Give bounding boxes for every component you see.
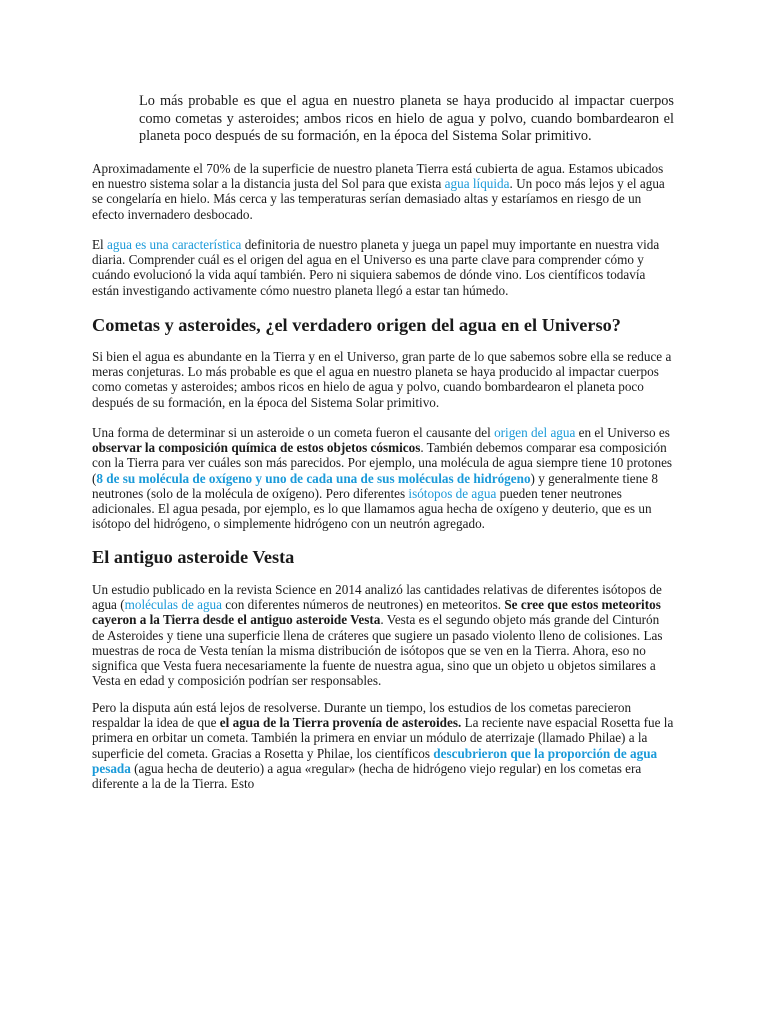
link-agua-liquida[interactable]: agua líquida — [444, 176, 510, 192]
text-run: definitoria de nuestro planeta y juega un papel muy importante en nuestra vida diaria. Comprender cuál es el origen del agua en el Universo es una parte clave para comprender cómo y cuándo evolucionó la vida aquí también. Pero ni siquiera sabemos de dónde vino. Los científicos todavía están investigando activamente cómo nuestro planeta llegó a estar tan húmedo. — [92, 237, 660, 298]
paragraph-composicion-quimica — [92, 425, 674, 531]
paragraph-conjeturas — [92, 349, 674, 410]
link-origen-del-agua[interactable]: origen del agua — [494, 425, 576, 440]
paragraph-water-coverage — [92, 161, 674, 222]
text-run: La reciente nave espacial Rosetta fue la primera en orbitar un cometa. También la primera en enviar un módulo de aterrizaje (llamado Philae) a la superficie del cometa. Gracias a Rosetta y Philae, los científicos — [92, 715, 674, 761]
heading-asteroide-vesta: El antiguo asteroide Vesta — [92, 547, 295, 567]
text-run: en el Universo es — [575, 425, 670, 440]
bold-text: observar la composición química de estos objetos cósmicos — [92, 440, 421, 456]
link-agua-caracteristica[interactable]: agua es una característica — [107, 237, 242, 252]
paragraph-estudio-science — [92, 582, 674, 688]
link-proporcion-agua-pesada[interactable]: descubrieron que la proporción de agua pesada — [92, 745, 658, 776]
heading-cometas-asteroides: Cometas y asteroides, ¿el verdadero origen del agua en el Universo? — [92, 315, 621, 335]
text-run: Un estudio publicado en la revista Science en 2014 analizó las cantidades relativas de diferentes isótopos de agua ( — [92, 582, 662, 613]
link-molecula-oxigeno[interactable]: 8 de su molécula de oxígeno y uno de cada una de sus moléculas de hidrógeno — [96, 470, 531, 486]
bold-text: Se cree que estos meteoritos cayeron a la Tierra desde el antiguo asteroide Vesta — [92, 597, 661, 628]
paragraph-rosetta-philae — [92, 700, 674, 791]
text-run: Una forma de determinar si un asteroide o un cometa fueron el causante del — [92, 425, 495, 440]
link-isotopos-de-agua[interactable]: isótopos de agua — [408, 485, 497, 501]
block-quote — [139, 93, 674, 146]
text-run: . Un poco más lejos y el agua se congelaría en hielo. Más cerca y las temperaturas serían demasiado altas y estaríamos en riesgo de un efecto invernadero desbocado. — [92, 176, 665, 222]
text-run: . También debemos comparar esa composición con la Tierra para ver cuáles son más parecidos. Por ejemplo, una molécula de agua siempre tiene 10 protones ( — [92, 440, 673, 486]
text-run: Pero la disputa aún está lejos de resolverse. Durante un tiempo, los estudios de los cometas parecieron respaldar la idea de que — [92, 700, 632, 731]
text-run: (agua hecha de deuterio) a agua «regular» (hecha de hidrógeno viejo regular) en los cometas era diferente a la de la Tierra. Esto — [92, 760, 642, 792]
text-run: con diferentes números de neutrones) en meteoritos. — [222, 597, 505, 613]
text-run: Si bien el agua es abundante en la Tierra y en el Universo, gran parte de lo que sabemos sobre ella se reduce a meras conjeturas. Lo más probable es que el agua en nuestro planeta se haya producido al impactar cuerpos como cometas y asteroides; ambos ricos en hielo de agua y polvo, cuando bombardearon el planeta poco después de su formación, en la época del Sistema Solar primitivo. — [92, 349, 672, 410]
paragraph-water-characteristic — [92, 237, 674, 298]
link-moleculas-de-agua[interactable]: moléculas de agua — [124, 597, 222, 613]
quote-text: Lo más probable es que el agua en nuestro planeta se haya producido al impactar cuerpos como cometas y asteroides; ambos ricos en hielo de agua y polvo, cuando bombardearon el planeta poco después de su formación, en la época del Sistema Solar primitivo. — [139, 93, 674, 144]
text-run: pueden tener neutrones adicionales. El agua pesada, por ejemplo, es lo que llamamos agua hecha de oxígeno y deuterio, que es un isótopo del hidrógeno, o simplemente hidrógeno con un neutrón agregado. — [92, 485, 652, 532]
text-run: Aproximadamente el 70% de la superficie de nuestro planeta Tierra está cubierta de agua. Estamos ubicados en nuestro sistema solar a la distancia justa del Sol para que exista — [92, 161, 664, 192]
text-run: El — [92, 237, 108, 252]
bold-text: el agua de la Tierra provenía de asteroides. — [219, 715, 462, 731]
text-run: ) y generalmente tiene 8 neutrones (solo de la molécula de oxígeno). Pero diferentes — [92, 470, 658, 501]
text-run: . Vesta es el segundo objeto más grande del Cinturón de Asteroides y tiene una superficie llena de cráteres que sugiere un pasado violento lleno de colisiones. Las muestras de roca de Vesta tenían la misma distribución de isótopos que se ven en la Tierra. Ahora, eso no significa que Vesta fuera necesariamente la fuente de nuestra agua, sino que un objeto u objetos similares a Vesta en edad y composición podrían ser responsables. — [92, 612, 663, 689]
